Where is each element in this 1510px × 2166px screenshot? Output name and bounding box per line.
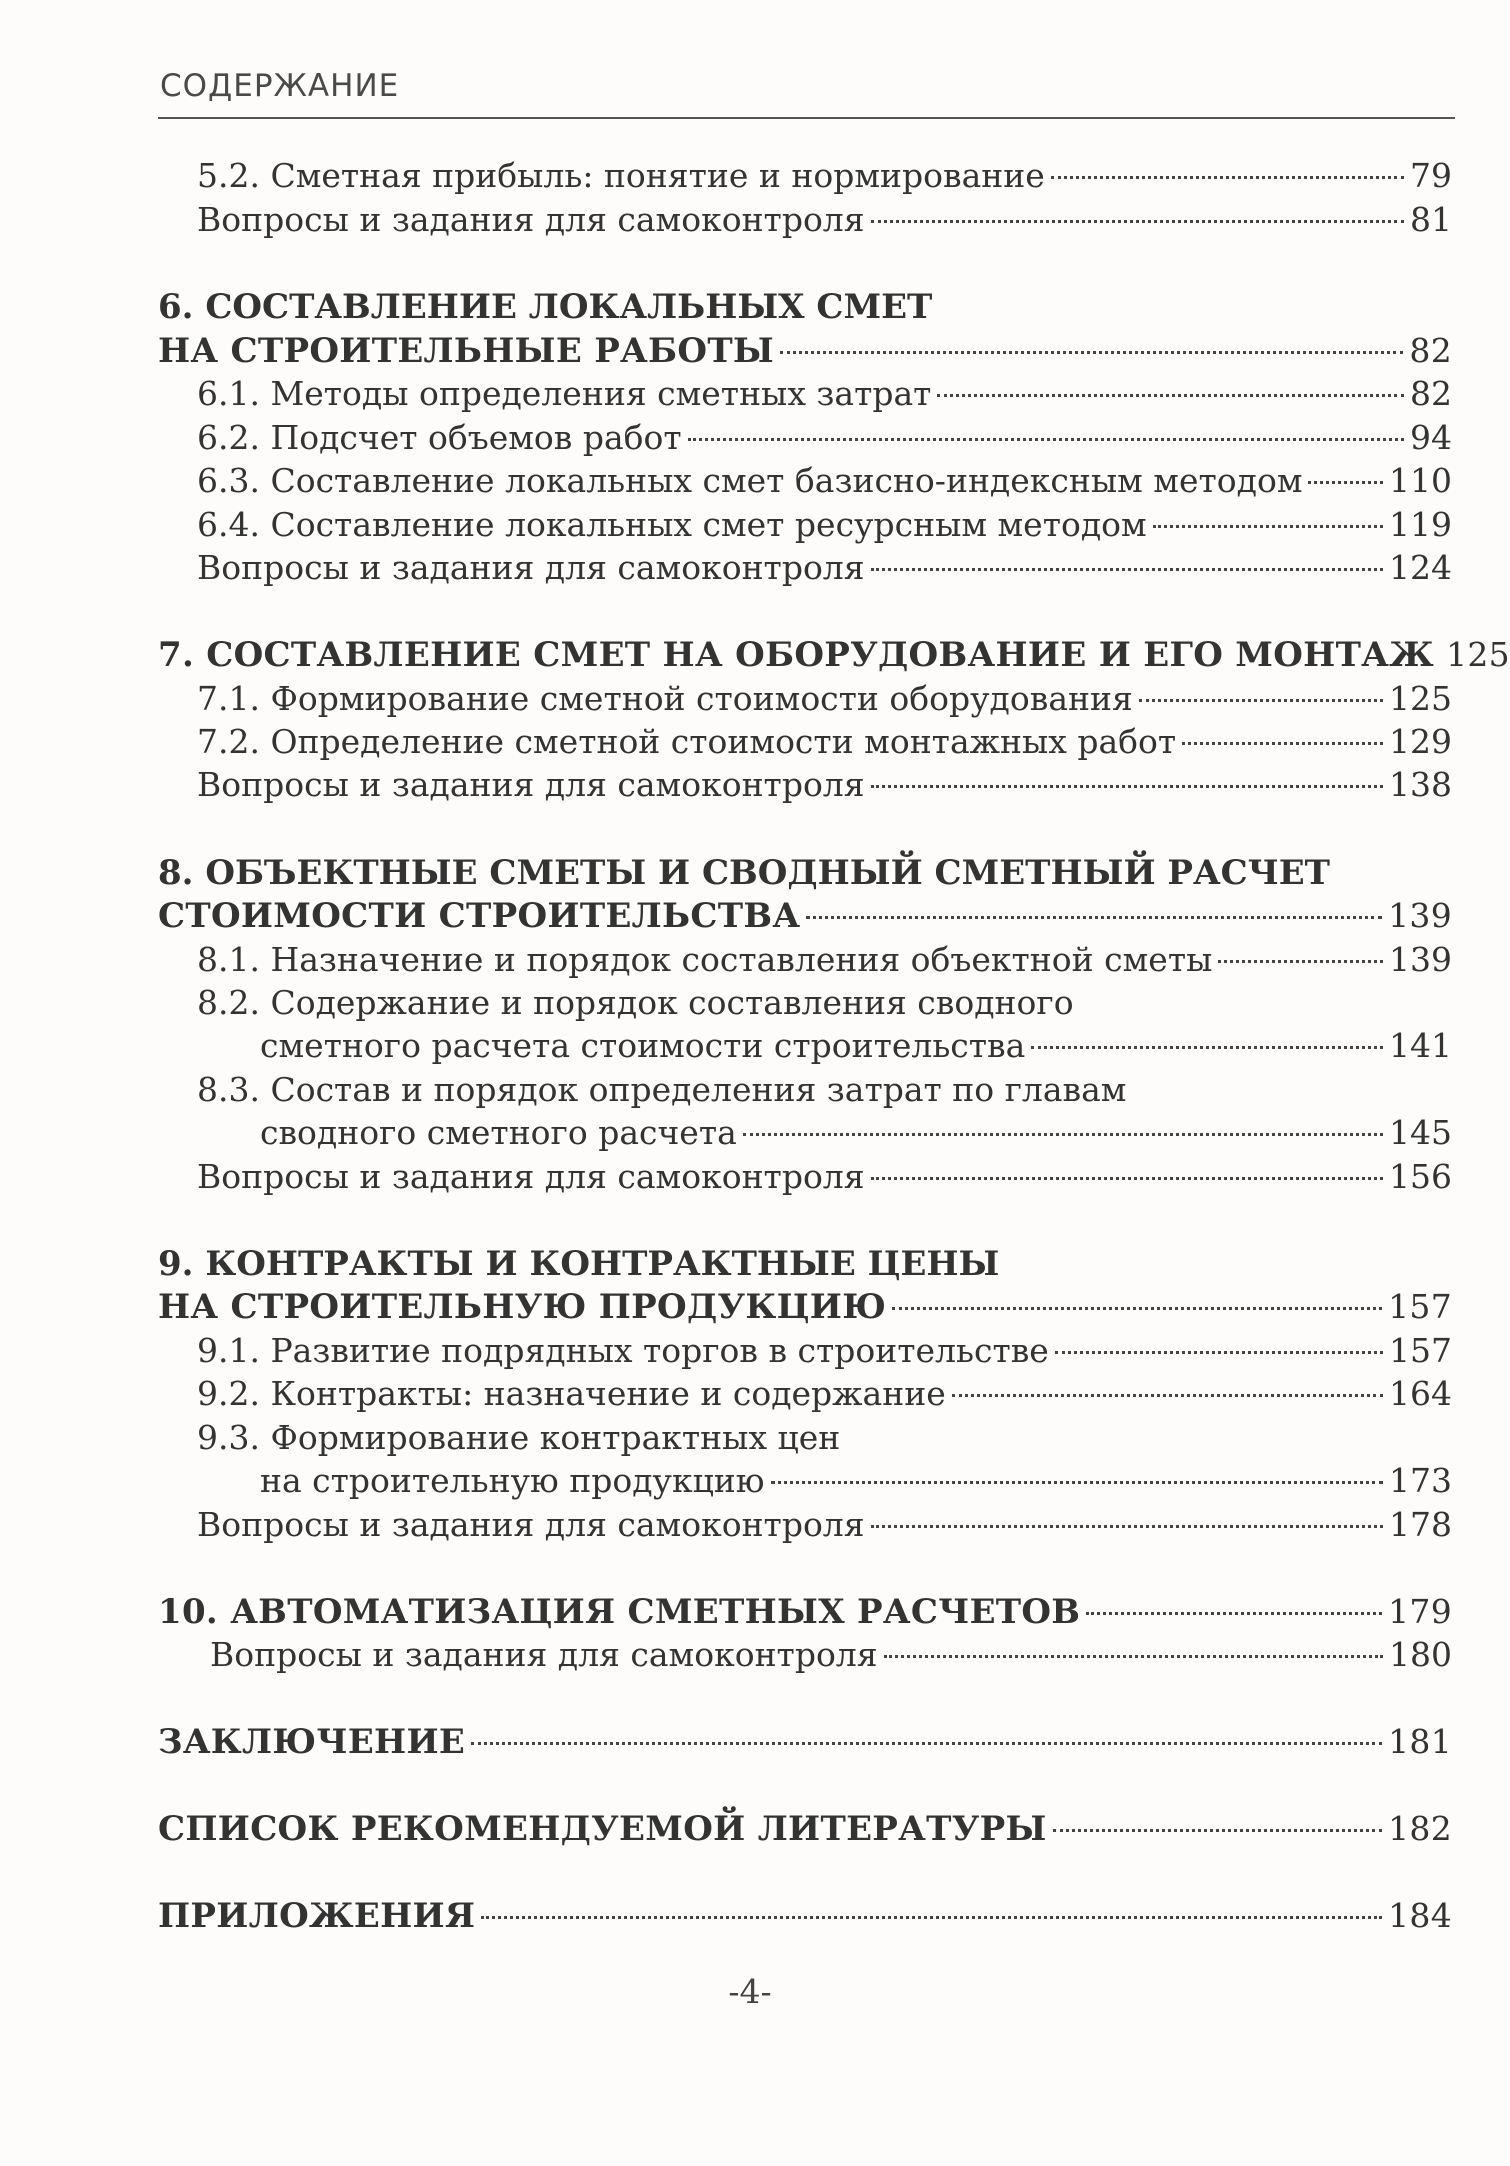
toc-entry-5-2[interactable] (197, 155, 1452, 197)
toc-page-number: 125 (1389, 679, 1452, 718)
toc-entry-questions-6[interactable] (197, 547, 1452, 589)
toc-entry-9-3-line1: 9.3. Формирование контрактных цен (197, 1418, 841, 1457)
toc-page-number: 138 (1389, 765, 1452, 804)
toc-entry-label: СТОИМОСТИ СТРОИТЕЛЬСТВА (158, 896, 801, 936)
toc-entry-label: Вопросы и задания для самоконтроля (210, 1635, 878, 1674)
toc-page-number: 180 (1389, 1635, 1452, 1674)
toc-entry-label: 7.1. Формирование сметной стоимости оборудования (197, 679, 1133, 718)
page-number: -4- (728, 1972, 772, 2011)
toc-entry-questions-8[interactable] (197, 1156, 1452, 1198)
toc-entry-6-2[interactable] (197, 417, 1452, 459)
toc-entry-questions-9[interactable] (197, 1504, 1452, 1546)
toc-entry-label: 6.4. Составление локальных смет ресурсным методом (197, 505, 1147, 544)
toc-page-number: 178 (1389, 1505, 1452, 1544)
toc-entry-label: 8.1. Назначение и порядок составления объектной сметы (197, 940, 1213, 979)
toc-entry-label: СПИСОК РЕКОМЕНДУЕМОЙ ЛИТЕРАТУРЫ (158, 1809, 1047, 1849)
toc-entry-label: НА СТРОИТЕЛЬНЫЕ РАБОТЫ (158, 331, 775, 371)
toc-page-number: 181 (1388, 1722, 1452, 1761)
toc-entry-label: Вопросы и задания для самоконтроля (197, 1505, 865, 1544)
dot-leader (481, 1915, 1382, 1919)
toc-page-number: 182 (1388, 1809, 1452, 1848)
toc-page-number: 129 (1389, 722, 1452, 761)
toc-entry-9-1[interactable] (197, 1330, 1452, 1372)
dot-leader (871, 1524, 1383, 1528)
dot-leader (892, 1306, 1382, 1310)
dot-leader (1308, 480, 1383, 484)
toc-entry-8-2-line1: 8.2. Содержание и порядок составления сводного (197, 983, 1074, 1022)
toc-entry-label: 5.2. Сметная прибыль: понятие и нормирование (197, 156, 1045, 195)
toc-chapter-9[interactable] (158, 1286, 1452, 1328)
toc-page-number: 139 (1388, 896, 1452, 935)
dot-leader (688, 437, 1404, 441)
toc-page-number: 179 (1388, 1592, 1452, 1631)
toc-entry-6-1[interactable] (197, 373, 1452, 415)
toc-entry-label: на строительную продукцию (260, 1461, 765, 1500)
dot-leader (780, 350, 1403, 354)
dot-leader (1182, 741, 1383, 745)
toc-chapter-6[interactable] (158, 330, 1452, 372)
toc-page-number: 184 (1388, 1896, 1452, 1935)
dot-leader (871, 784, 1383, 788)
toc-page-number: 79 (1410, 156, 1452, 195)
toc-entry-label: 6.1. Методы определения сметных затрат (197, 374, 932, 413)
dot-leader (743, 1132, 1383, 1136)
toc-entry-label: Вопросы и задания для самоконтроля (197, 1157, 865, 1196)
toc-entry-9-2[interactable] (197, 1373, 1452, 1415)
toc-entry-8-2[interactable] (260, 1025, 1452, 1067)
toc-entry-label: сводного сметного расчета (260, 1113, 737, 1152)
toc-entry-8-3[interactable] (260, 1112, 1452, 1154)
dot-leader (806, 915, 1382, 919)
dot-leader (871, 219, 1404, 223)
toc-page-number: 124 (1389, 548, 1452, 587)
toc-page-number: 157 (1389, 1331, 1452, 1370)
toc-entry-label: сметного расчета стоимости строительства (260, 1026, 1026, 1065)
dot-leader (471, 1741, 1382, 1745)
toc-entry-label: 7. СОСТАВЛЕНИЕ СМЕТ НА ОБОРУДОВАНИЕ И ЕГО МОНТАЖ (158, 635, 1435, 675)
toc-entry-questions-5[interactable] (197, 199, 1452, 241)
dot-leader (1051, 175, 1404, 179)
toc-entry-questions-7[interactable] (197, 764, 1452, 806)
toc-page-number: 173 (1389, 1461, 1452, 1500)
toc-entry-label: ПРИЛОЖЕНИЯ (158, 1896, 476, 1936)
dot-leader (1139, 698, 1383, 702)
toc-entry-label: ЗАКЛЮЧЕНИЕ (158, 1722, 466, 1762)
toc-entry-label: 9.2. Контракты: назначение и содержание (197, 1374, 946, 1413)
toc-page-number: 82 (1409, 331, 1452, 370)
dot-leader (1218, 959, 1383, 963)
running-header: СОДЕРЖАНИЕ (160, 68, 400, 104)
toc-literature[interactable] (158, 1808, 1452, 1850)
toc-page-number: 157 (1388, 1287, 1452, 1326)
dot-leader (871, 1176, 1383, 1180)
toc-chapter-10[interactable] (158, 1591, 1452, 1633)
toc-page-number: 141 (1389, 1026, 1452, 1065)
dot-leader (871, 567, 1383, 571)
toc-entry-7-1[interactable] (197, 678, 1452, 720)
toc-entry-label: Вопросы и задания для самоконтроля (197, 200, 865, 239)
dot-leader (952, 1393, 1383, 1397)
dot-leader (1031, 1045, 1383, 1049)
chapter-8-title-line1: 8. ОБЪЕКТНЫЕ СМЕТЫ И СВОДНЫЙ СМЕТНЫЙ РАСЧЕТ (158, 853, 1330, 893)
toc-entry-questions-10[interactable] (210, 1634, 1452, 1676)
toc-entry-8-1[interactable] (197, 939, 1452, 981)
dot-leader (937, 393, 1404, 397)
chapter-9-title-line1: 9. КОНТРАКТЫ И КОНТРАКТНЫЕ ЦЕНЫ (158, 1244, 1000, 1284)
toc-page-number: 110 (1389, 461, 1452, 500)
toc-entry-label: 9.1. Развитие подрядных торгов в строительстве (197, 1331, 1049, 1370)
dot-leader (1055, 1350, 1383, 1354)
toc-page-number: 94 (1410, 418, 1452, 457)
toc-entry-label: 10. АВТОМАТИЗАЦИЯ СМЕТНЫХ РАСЧЕТОВ (158, 1592, 1081, 1632)
toc-page-number: 145 (1389, 1113, 1452, 1152)
chapter-6-title-line1: 6. СОСТАВЛЕНИЕ ЛОКАЛЬНЫХ СМЕТ (158, 287, 933, 327)
dot-leader (1086, 1611, 1382, 1615)
toc-page-number: 139 (1389, 940, 1452, 979)
toc-appendices[interactable] (158, 1895, 1452, 1937)
toc-page-number: 82 (1410, 374, 1452, 413)
toc-entry-6-4[interactable] (197, 504, 1452, 546)
toc-page-number: 81 (1410, 200, 1452, 239)
toc-entry-8-3-line1: 8.3. Состав и порядок определения затрат по главам (197, 1070, 1127, 1109)
toc-entry-label: Вопросы и задания для самоконтроля (197, 548, 865, 587)
toc-entry-7-2[interactable] (197, 721, 1452, 763)
toc-page-number: 156 (1389, 1157, 1452, 1196)
toc-entry-label: 7.2. Определение сметной стоимости монтажных работ (197, 722, 1177, 761)
toc-entry-label: 6.2. Подсчет объемов работ (197, 418, 682, 457)
dot-leader (884, 1654, 1383, 1658)
toc-entry-9-3[interactable] (260, 1460, 1452, 1502)
toc-entry-label: 6.3. Составление локальных смет базисно-индексным методом (197, 461, 1303, 500)
dot-leader (1053, 1828, 1382, 1832)
toc-page-number: 164 (1389, 1374, 1452, 1413)
toc-chapter-8[interactable] (158, 895, 1452, 937)
toc-page-number: 125 (1446, 635, 1510, 674)
toc-entry-label: НА СТРОИТЕЛЬНУЮ ПРОДУКЦИЮ (158, 1287, 887, 1327)
dot-leader (771, 1480, 1383, 1484)
toc-page-number: 119 (1389, 505, 1452, 544)
toc-chapter-7[interactable] (158, 634, 1510, 676)
dot-leader (1153, 524, 1383, 528)
toc-entry-label: Вопросы и задания для самоконтроля (197, 765, 865, 804)
toc-conclusion[interactable] (158, 1721, 1452, 1763)
toc-entry-6-3[interactable] (197, 460, 1452, 502)
